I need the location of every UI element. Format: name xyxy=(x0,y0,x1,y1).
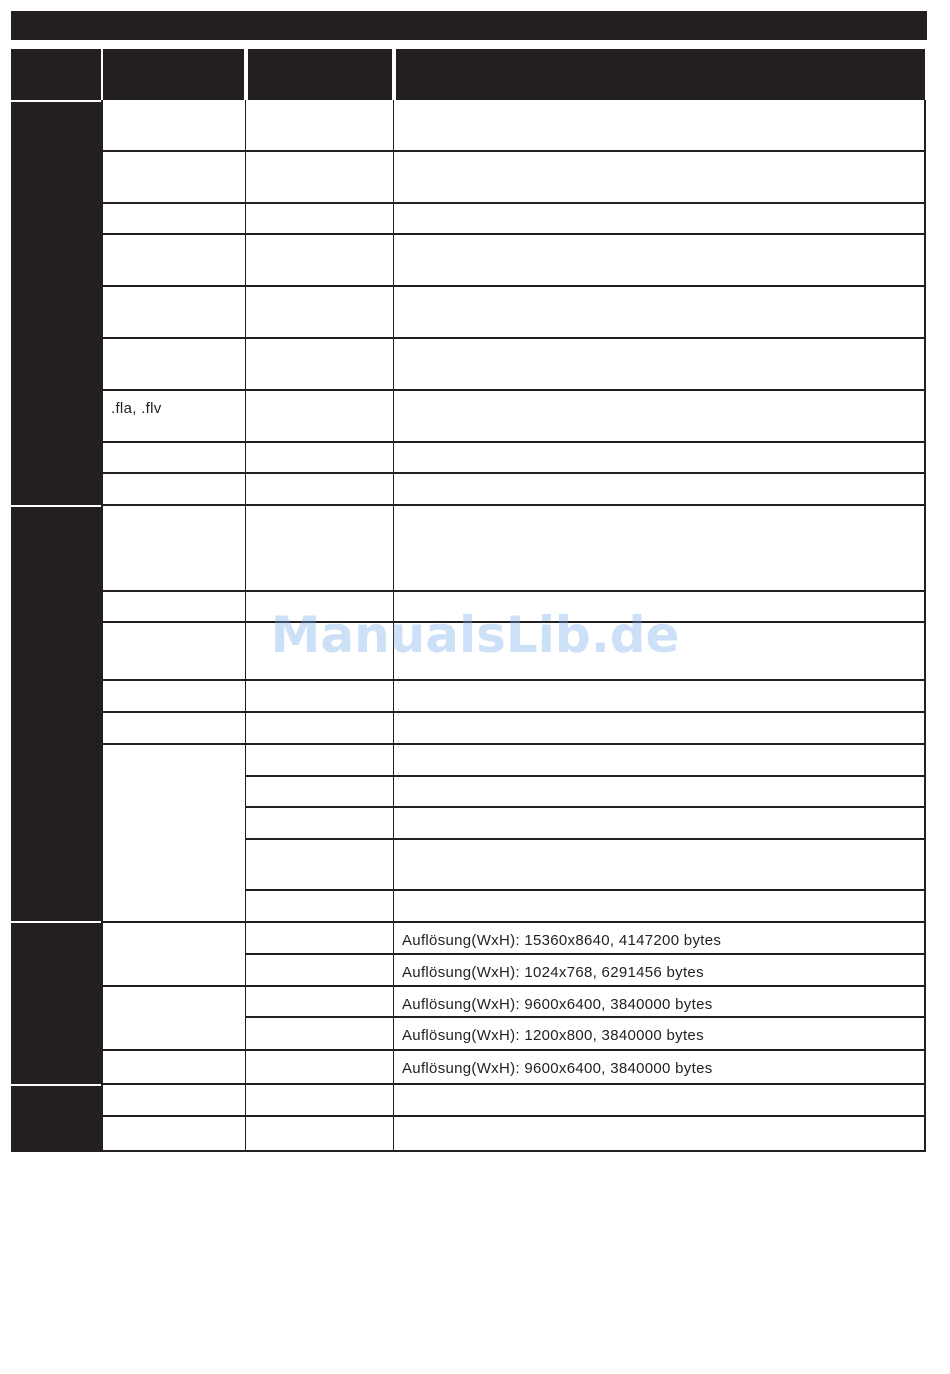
support-cell xyxy=(394,745,926,777)
codec-cell xyxy=(246,987,395,1018)
group-subtitle xyxy=(11,1086,101,1152)
table-title-bar xyxy=(11,11,927,40)
extension-cell xyxy=(101,1117,247,1152)
codec-cell xyxy=(246,592,395,623)
support-cell: Auflösung(WxH): 9600x6400, 3840000 bytes xyxy=(394,1051,926,1085)
codec-cell xyxy=(246,623,395,681)
extension-cell xyxy=(101,987,247,1051)
extension-cell xyxy=(101,339,247,391)
codec-cell xyxy=(246,1085,395,1117)
support-cell xyxy=(394,592,926,623)
header-support-notes xyxy=(396,49,925,100)
support-cell xyxy=(394,474,926,506)
support-cell xyxy=(394,623,926,681)
codec-cell xyxy=(246,152,395,204)
codec-cell xyxy=(246,681,395,713)
codec-cell xyxy=(246,923,395,955)
support-cell: Auflösung(WxH): 15360x8640, 4147200 bytes xyxy=(394,923,926,955)
extension-cell xyxy=(101,204,247,235)
group-photo xyxy=(11,923,101,1084)
extension-cell xyxy=(101,287,247,339)
header-media-type xyxy=(11,49,101,100)
group-audio xyxy=(11,507,101,921)
header-codec xyxy=(248,49,392,100)
extension-cell xyxy=(101,100,247,152)
codec-cell xyxy=(246,1117,395,1152)
support-cell: Auflösung(WxH): 9600x6400, 3840000 bytes xyxy=(394,987,926,1018)
support-cell xyxy=(394,777,926,808)
extension-cell xyxy=(101,745,247,923)
codec-cell xyxy=(246,100,395,152)
codec-cell xyxy=(246,808,395,840)
codec-cell xyxy=(246,235,395,287)
support-cell xyxy=(394,713,926,745)
support-cell xyxy=(394,152,926,204)
codec-cell xyxy=(246,891,395,923)
extension-cell xyxy=(101,506,247,592)
header-extension xyxy=(103,49,244,100)
extension-cell: .fla, .flv xyxy=(101,391,247,443)
watermark-logo: ManualsLib.de xyxy=(270,606,680,664)
codec-cell xyxy=(246,204,395,235)
codec-cell xyxy=(246,713,395,745)
support-cell xyxy=(394,204,926,235)
support-cell xyxy=(394,681,926,713)
extension-cell xyxy=(101,152,247,204)
codec-cell xyxy=(246,506,395,592)
codec-cell xyxy=(246,840,395,891)
support-cell xyxy=(394,506,926,592)
support-cell xyxy=(394,1117,926,1152)
codec-cell xyxy=(246,777,395,808)
extension-cell xyxy=(101,592,247,623)
support-cell xyxy=(394,100,926,152)
codec-cell xyxy=(246,339,395,391)
codec-cell xyxy=(246,1051,395,1085)
support-cell xyxy=(394,840,926,891)
extension-cell xyxy=(101,1051,247,1085)
support-cell: Auflösung(WxH): 1024x768, 6291456 bytes xyxy=(394,955,926,987)
support-cell xyxy=(394,443,926,474)
support-cell xyxy=(394,891,926,923)
extension-cell xyxy=(101,443,247,474)
codec-cell xyxy=(246,443,395,474)
extension-cell xyxy=(101,923,247,987)
extension-cell xyxy=(101,1085,247,1117)
support-cell xyxy=(394,1085,926,1117)
support-cell xyxy=(394,808,926,840)
codec-cell xyxy=(246,287,395,339)
codec-cell xyxy=(246,1018,395,1051)
extension-cell xyxy=(101,713,247,745)
support-cell xyxy=(394,287,926,339)
extension-cell xyxy=(101,681,247,713)
extension-cell xyxy=(101,474,247,506)
support-cell xyxy=(394,391,926,443)
extension-cell xyxy=(101,623,247,681)
support-cell: Auflösung(WxH): 1200x800, 3840000 bytes xyxy=(394,1018,926,1051)
codec-cell xyxy=(246,745,395,777)
extension-cell xyxy=(101,235,247,287)
codec-cell xyxy=(246,474,395,506)
codec-cell xyxy=(246,955,395,987)
group-video xyxy=(11,102,101,505)
support-cell xyxy=(394,339,926,391)
codec-cell xyxy=(246,391,395,443)
support-cell xyxy=(394,235,926,287)
